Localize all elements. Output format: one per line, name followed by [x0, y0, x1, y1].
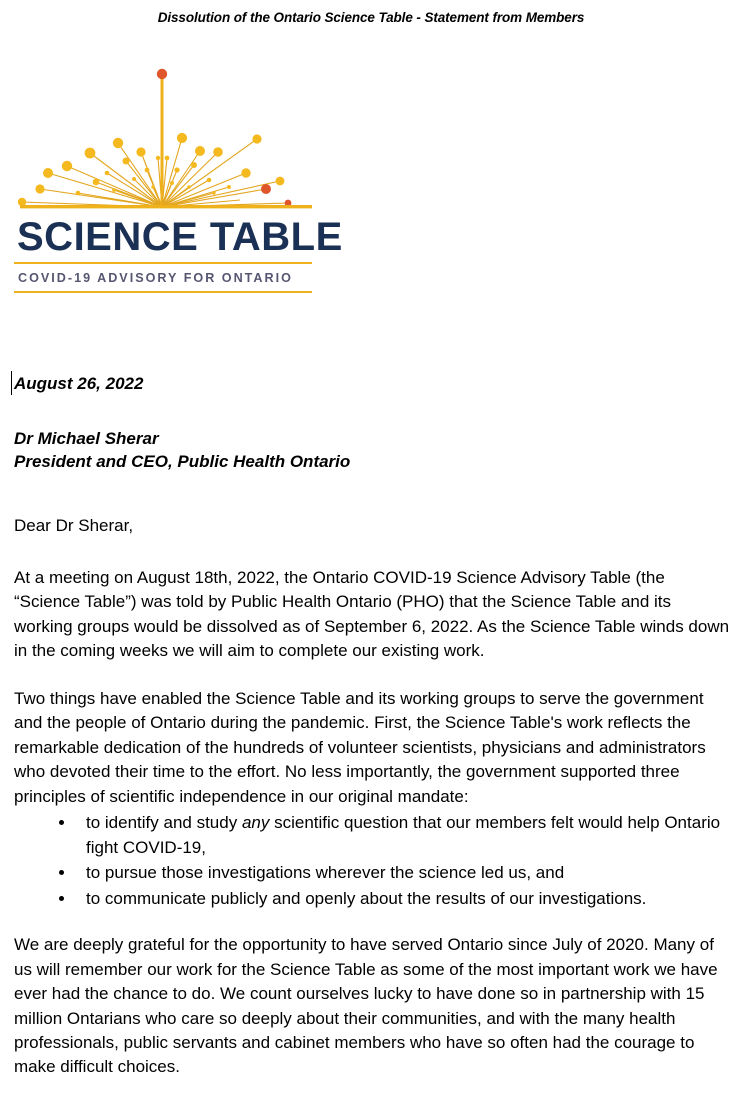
document-header	[0, 0, 742, 34]
bullet-icon	[59, 896, 64, 901]
list-item-text-before: to communicate publicly and openly about the results of our investigations.	[86, 888, 647, 908]
text-caret	[11, 371, 12, 395]
salutation: Dear Dr Sherar,	[14, 515, 134, 535]
logo-wordmark: SCIENCE TABLE	[17, 215, 343, 259]
list-item	[14, 887, 731, 911]
list-item-text-before: to pursue those investigations wherever the science led us, and	[86, 863, 565, 883]
addressee-title: President and CEO, Public Health Ontario	[14, 451, 351, 471]
science-table-logo	[14, 60, 343, 293]
letter-date	[14, 374, 731, 394]
list-item-text-before: to identify and study	[86, 813, 242, 833]
addressee-name: Dr Michael Sherar	[14, 429, 159, 448]
document-header-title: Dissolution of the Ontario Science Table - Statement from Members	[157, 9, 585, 25]
list-item-emphasis: any	[241, 813, 270, 833]
list-item-text-after: scientific question that our members felt would help Ontario fight COVID-19,	[86, 813, 721, 857]
list-item	[14, 811, 731, 860]
mandate-principles-list	[14, 811, 731, 911]
logo-tagline: COVID-19 ADVISORY FOR ONTARIO	[18, 270, 293, 285]
letter-date-text: August 26, 2022	[14, 374, 144, 393]
bullet-icon	[59, 870, 64, 875]
sunburst-graphic	[14, 60, 324, 210]
sunburst-svg	[14, 60, 324, 210]
paragraph-2: Two things have enabled the Science Table and its working groups to serve the government and the people of Ontario during the pandemic. First, the Science Table's work reflects the remarkable dedication of the hundreds of volunteer scientists, physicians and administrators who devoted their time to the effort. No less importantly, the government supported three principles of scientific independence in our original mandate:	[14, 688, 706, 806]
addressee-block	[14, 428, 731, 474]
paragraph-1: At a meeting on August 18th, 2022, the Ontario COVID-19 Science Advisory Table (the “Science Table”) was told by Public Health Ontario (PHO) that the Science Table and its working groups would be dissolved as of September 6, 2022. As the Science Table winds down in the coming weeks we will aim to complete our existing work.	[14, 568, 730, 661]
letter-body	[14, 374, 731, 1103]
bullet-icon	[59, 820, 64, 825]
list-item	[14, 861, 731, 885]
logo-divider-bottom	[14, 291, 312, 293]
paragraph-3: We are deeply grateful for the opportunity to have served Ontario since July of 2020. Many of us will remember our work for the Science Table as some of the most important work we have ever had the chance to do. We count ourselves lucky to have done so in partnership with 15 million Ontarians who care so deeply about their communities, and with the many health professionals, public servants and cabinet members who have so often had the courage to make difficult choices.	[14, 935, 718, 1077]
